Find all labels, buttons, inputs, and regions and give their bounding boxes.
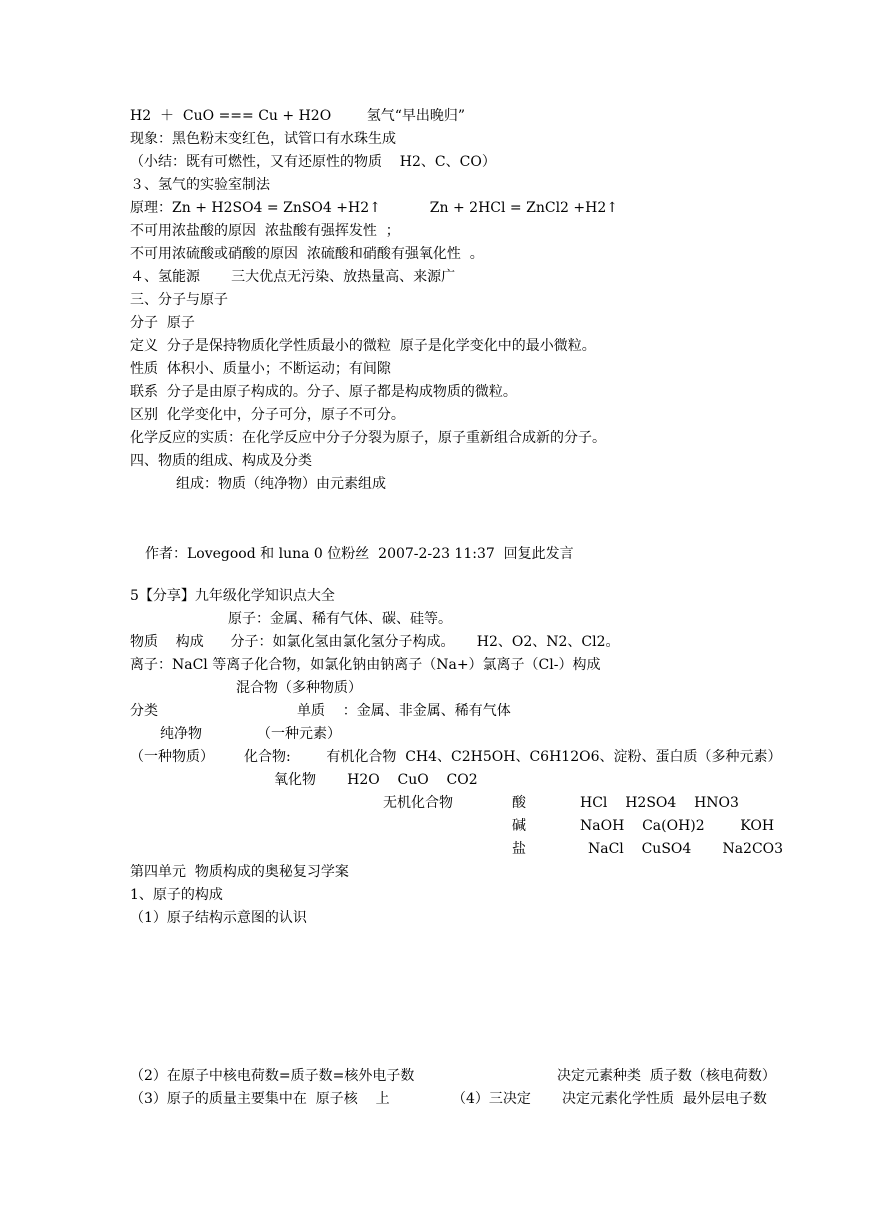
text-line: （4）三决定 <box>452 1091 531 1107</box>
text-line: 决定元素种类 质子数（核电荷数） <box>557 1068 776 1084</box>
text-line: 决定元素化学性质 最外层电子数 <box>562 1091 767 1107</box>
text-line: 化合物: 有机化合物 CH4、C2H5OH、C6H12O6、淀粉、蛋白质（多种元素） <box>244 749 782 765</box>
text-line: 无机化合物 <box>383 795 453 811</box>
text-line: 盐 <box>512 841 526 857</box>
text-line: ３、氢气的实验室制法 <box>130 177 270 193</box>
text-line: 分子 原子 <box>130 315 195 331</box>
text-line: 单质 ：金属、非金属、稀有气体 <box>297 703 511 719</box>
section-heading: 三、分子与原子 <box>130 292 228 308</box>
text-line: 离子：NaCl 等离子化合物，如氯化钠由钠离子（Na+）氯离子（Cl-）构成 <box>130 657 601 673</box>
text-line: 碱 <box>512 818 526 834</box>
text-line: 不可用浓盐酸的原因 浓盐酸有强挥发性 ； <box>130 223 400 239</box>
text-line: 性质 体积小、质量小；不断运动；有间隙 <box>130 361 391 377</box>
text-line: （1）原子结构示意图的认识 <box>130 910 307 926</box>
text-line: 区别 化学变化中，分子可分，原子不可分。 <box>130 407 405 423</box>
post-title: 5【分享】九年级化学知识点大全 <box>130 588 335 604</box>
text-line: 原子：金属、稀有气体、碳、硅等。 <box>228 611 452 627</box>
text-line: （3）原子的质量主要集中在 原子核 上 <box>130 1091 390 1107</box>
text-line: 现象：黑色粉末变红色，试管口有水珠生成 <box>130 131 396 147</box>
text-line: 混合物（多种物质） <box>236 680 362 696</box>
section-heading: 四、物质的组成、构成及分类 <box>130 453 312 469</box>
text-line: H2 ＋ CuO === Cu + H2O 氢气“早出晚归” <box>130 108 466 124</box>
post-author-line: 作者：Lovegood 和 luna 0 位粉丝 2007-2-23 11:37 回复此发言 <box>145 546 574 562</box>
text-line: HCl H2SO4 HNO3 <box>580 795 739 811</box>
text-line: （一种物质） <box>130 749 214 765</box>
text-line: 组成：物质（纯净物）由元素组成 <box>176 476 386 492</box>
text-line: NaOH Ca(OH)2 KOH <box>580 818 775 834</box>
text-line: 原理：Zn + H2SO4 = ZnSO4 +H2↑ Zn + 2HCl = ZnCl2 +H2↑ <box>130 200 618 216</box>
text-line: 1、原子的构成 <box>130 887 223 903</box>
text-line: 分类 <box>130 703 158 719</box>
text-line: （一种元素） <box>257 726 341 742</box>
text-line: 物质 构成 分子：如氯化氢由氯化氢分子构成。 H2、O2、N2、Cl2。 <box>130 634 620 650</box>
text-line: 联系 分子是由原子构成的。分子、原子都是构成物质的微粒。 <box>130 384 517 400</box>
text-line: NaCl CuSO4 Na2CO3 <box>588 841 784 857</box>
text-line: （2）在原子中核电荷数=质子数=核外电子数 <box>130 1068 415 1084</box>
text-line: 氧化物 H2O CuO CO2 <box>274 772 478 788</box>
text-line: 定义 分子是保持物质化学性质最小的微粒 原子是化学变化中的最小微粒。 <box>130 338 596 354</box>
text-line: 不可用浓硫酸或硝酸的原因 浓硫酸和硝酸有强氧化性 。 <box>130 246 484 262</box>
text-line: ４、氢能源 三大优点无污染、放热量高、来源广 <box>130 269 456 285</box>
section-heading: 第四单元 物质构成的奥秘复习学案 <box>130 864 349 880</box>
text-line: 酸 <box>512 795 526 811</box>
text-line: 纯净物 <box>160 726 202 742</box>
text-line: 化学反应的实质：在化学反应中分子分裂为原子，原子重新组合成新的分子。 <box>130 430 606 446</box>
text-line: （小结：既有可燃性，又有还原性的物质 H2、C、CO） <box>130 154 496 170</box>
